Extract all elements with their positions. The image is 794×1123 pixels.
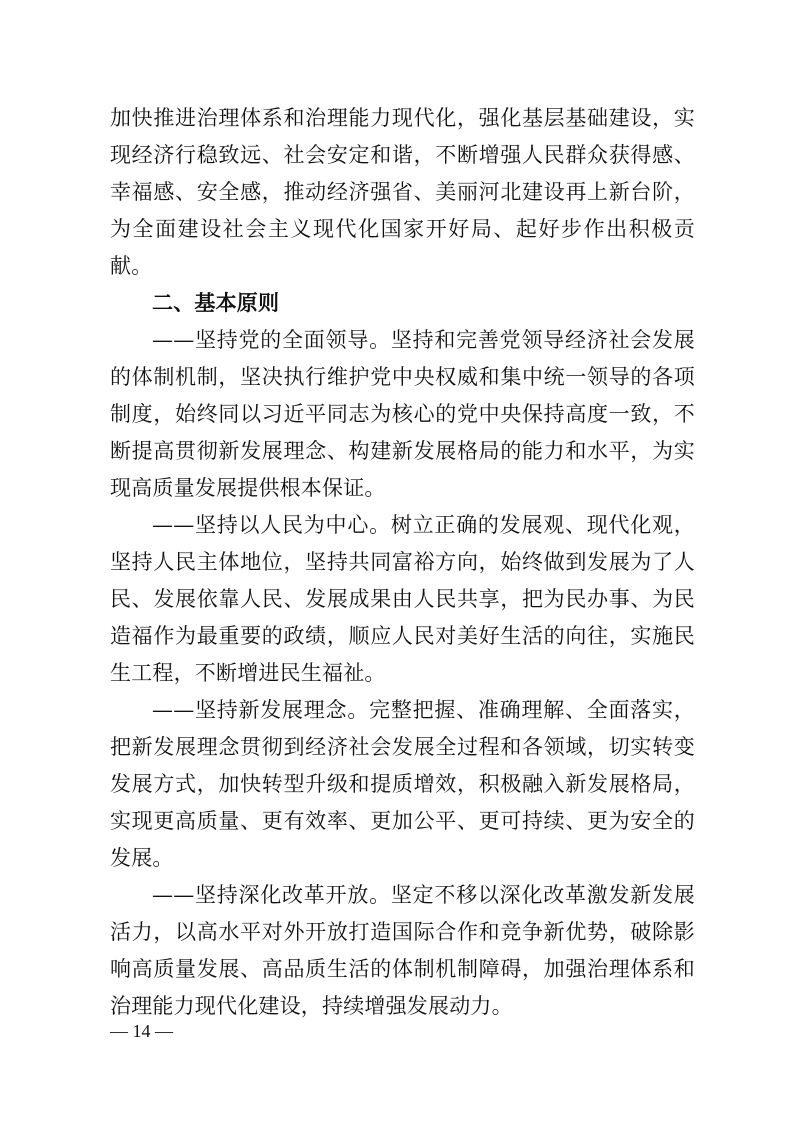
principle-party-leadership: ——坚持党的全面领导。坚持和完善党领导经济社会发展的体制机制，坚决执行维护党中央权威和集中统一领导的各项制度，始终同以习近平同志为核心的党中央保持高度一致，不断提高贯彻新发展理念、构建新发展格局的能力和水平，为实现高质量发展提供根本保证。 <box>110 328 695 500</box>
document-body <box>110 100 695 1025</box>
page-number: — 14 — <box>110 1021 173 1041</box>
principle-deepen-reform-opening: ——坚持深化改革开放。坚定不移以深化改革激发新发展活力，以高水平对外开放打造国际合作和竞争新优势，破除影响高质量发展、高品质生活的体制机制障碍，加强治理体系和治理能力现代化建设，持续增强发展动力。 <box>110 883 695 1018</box>
section-heading-basic-principles: 二、基本原则 <box>152 291 280 315</box>
principle-people-centered: ——坚持以人民为中心。树立正确的发展观、现代化观，坚持人民主体地位，坚持共同富裕方向，始终做到发展为了人民、发展依靠人民、发展成果由人民共享，把为民办事、为民造福作为最重要的政绩，顺应人民对美好生活的向往，实施民生工程，不断增进民生福祉。 <box>110 513 695 685</box>
principle-new-development-philosophy: ——坚持新发展理念。完整把握、准确理解、全面落实，把新发展理念贯彻到经济社会发展全过程和各领域，切实转变发展方式，加快转型升级和提质增效，积极融入新发展格局，实现更高质量、更有效率、更加公平、更可持续、更为安全的发展。 <box>110 698 695 870</box>
paragraph-continuation: 加快推进治理体系和治理能力现代化，强化基层基础建设，实现经济行稳致远、社会安定和谐，不断增强人民群众获得感、幸福感、安全感，推动经济强省、美丽河北建设再上新台阶，为全面建设社会主义现代化国家开好局、起好步作出积极贡献。 <box>110 106 695 278</box>
